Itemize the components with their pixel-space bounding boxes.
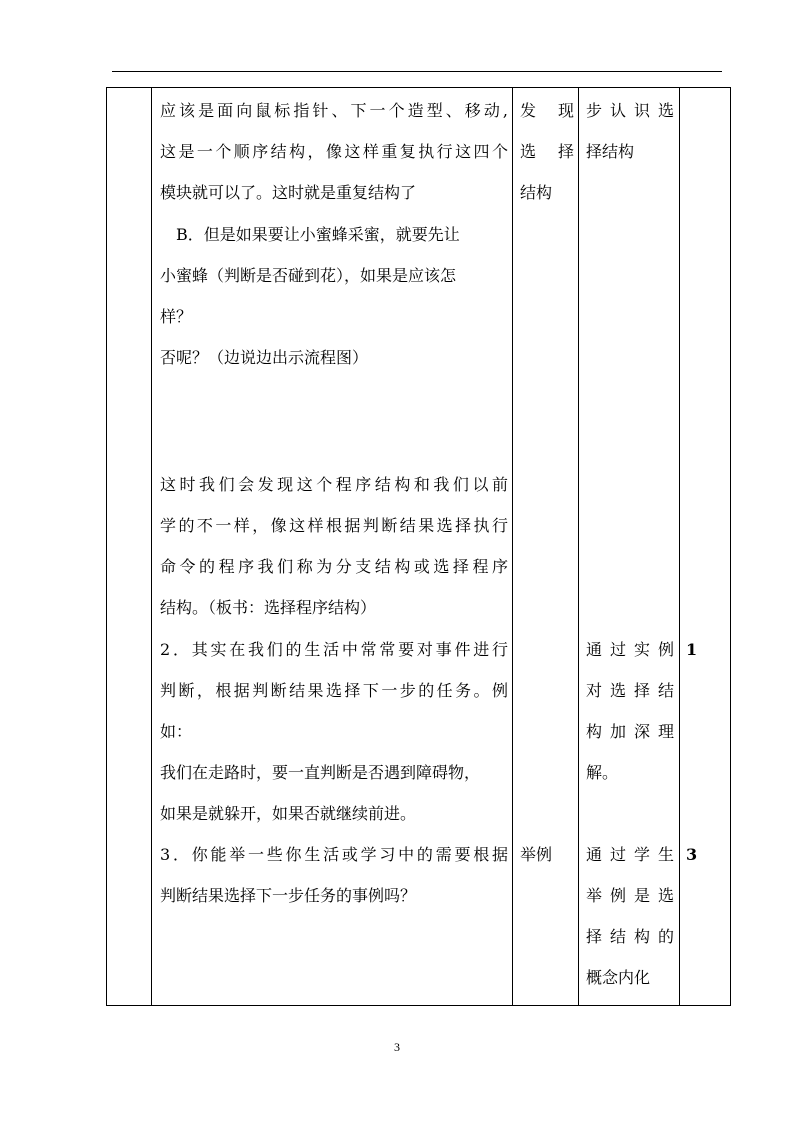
paragraph-selection-structure: [160, 464, 508, 628]
text-line: 步认识选: [586, 101, 674, 120]
design-intent-internalize: [586, 834, 674, 998]
paragraph-flowchart-prompt: [160, 337, 508, 378]
text-line: 举例是选: [586, 886, 674, 905]
page-number: 3: [394, 1040, 400, 1054]
text-line: 概念内化: [586, 968, 651, 987]
text-line: 模块就可以了。这时就是重复结构了: [160, 183, 417, 202]
text-line: 对选择结: [586, 681, 674, 700]
paragraph-bee-example: [160, 214, 508, 337]
design-intent-deepen: [586, 629, 674, 793]
text-line: 如：: [160, 722, 193, 741]
text-line: 3．你能举一些你生活或学习中的需要根据: [160, 845, 508, 864]
text-line: 我们在走路时，要一直判断是否遇到障碍物，: [160, 763, 481, 782]
text-line: 样？: [160, 307, 193, 326]
text-line: 通过学生: [586, 845, 674, 864]
design-intent-recognize: [586, 90, 674, 172]
text-line: 举例: [520, 845, 553, 864]
text-line: 发 现: [520, 101, 574, 120]
student-activity-cell: [513, 88, 579, 1006]
teaching-process-cell: [152, 88, 513, 1006]
text-line: 学的不一样，像这样根据判断结果选择执行: [160, 516, 508, 535]
design-intent-cell: [579, 88, 680, 1006]
text-line: 如果是就躲开，如果否就继续前进。: [160, 804, 417, 823]
text-line: 择结构的: [586, 927, 674, 946]
text-line: 构加深理: [586, 722, 674, 741]
time-minutes-1: 1: [686, 640, 698, 659]
table-row: [107, 88, 731, 1006]
text-line: 判断结果选择下一步任务的事例吗？: [160, 886, 417, 905]
text-line: 择结构: [586, 142, 635, 161]
text-line: 小蜜蜂（判断是否碰到花），如果是应该怎: [160, 266, 457, 285]
text-line: 结构: [520, 183, 553, 202]
text-line: B．但是如果要让小蜜蜂采蜜，就要先让: [176, 225, 460, 244]
text-line: 结构。（板书：选择程序结构）: [160, 598, 377, 617]
time-minutes-2: 3: [686, 845, 698, 864]
text-line: 命令的程序我们称为分支结构或选择程序: [160, 557, 508, 576]
student-activity-discover: [520, 90, 574, 213]
text-line: 否呢？（边说边出示流程图）: [160, 348, 369, 367]
text-line: 这是一个顺序结构，像这样重复执行这四个: [160, 142, 508, 161]
paragraph-life-example: [160, 629, 508, 752]
text-line: 通过实例: [586, 640, 674, 659]
time-cell: [680, 88, 731, 1006]
text-line: 解。: [586, 763, 619, 782]
lesson-plan-table: [106, 87, 731, 1006]
paragraph-student-examples: [160, 834, 508, 916]
text-line: 这时我们会发现这个程序结构和我们以前: [160, 475, 508, 494]
header-rule: [112, 71, 722, 72]
text-line: 应该是面向鼠标指针、下一个造型、移动,: [160, 101, 508, 120]
stage-cell: [107, 88, 152, 1006]
student-activity-examples: [520, 834, 574, 875]
paragraph-walking-example: [160, 752, 508, 834]
text-line: 选 择: [520, 142, 574, 161]
paragraph-sequence-structure: [160, 90, 508, 213]
text-line: 2．其实在我们的生活中常常要对事件进行: [160, 640, 508, 659]
text-line: 判断，根据判断结果选择下一步的任务。例: [160, 681, 508, 700]
